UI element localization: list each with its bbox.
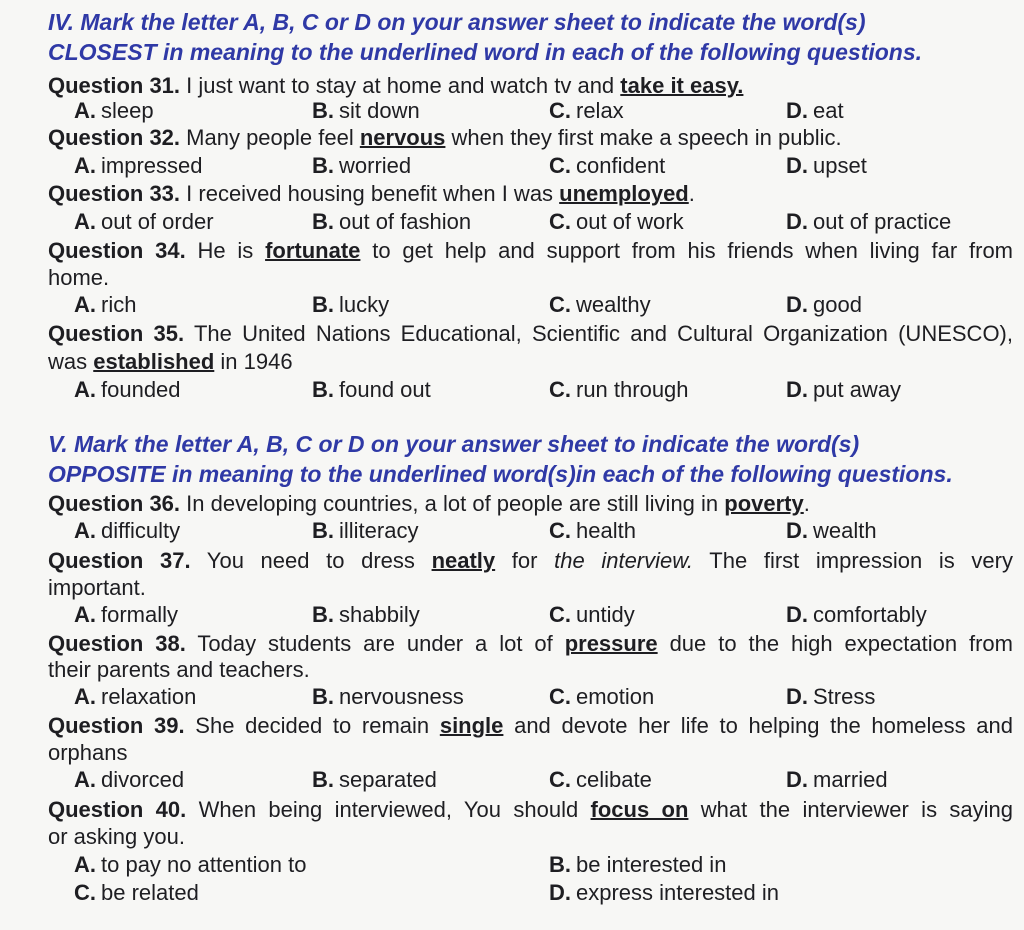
option-letter: D.	[549, 880, 571, 905]
underlined-word: established	[93, 349, 215, 374]
option-text: untidy	[576, 602, 635, 627]
option-d[interactable]	[786, 291, 862, 319]
option-text: health	[576, 518, 636, 543]
option-text: express interested in	[576, 880, 779, 905]
option-letter: D.	[786, 209, 808, 234]
option-text: eat	[813, 98, 844, 123]
option-letter: B.	[312, 98, 334, 123]
option-text: shabbily	[339, 602, 420, 627]
question-37	[48, 547, 1013, 575]
option-letter: C.	[549, 377, 571, 402]
option-text: formally	[101, 602, 179, 627]
option-text: out of work	[576, 209, 684, 234]
option-d[interactable]	[786, 683, 875, 711]
option-letter: B.	[312, 602, 334, 627]
option-letter: A.	[74, 377, 96, 402]
question-39-continued: orphans	[48, 740, 128, 765]
section-v-heading-line2: OPPOSITE in meaning to the underlined word(s)in each of the following questions.	[48, 461, 953, 487]
option-letter: C.	[549, 684, 571, 709]
underlined-word: focus on	[590, 797, 689, 822]
question-text: what the interviewer is saying	[688, 797, 1013, 822]
option-c[interactable]	[549, 376, 689, 404]
option-letter: B.	[312, 209, 334, 234]
question-35	[48, 320, 1013, 348]
question-number: Question 31.	[48, 73, 181, 98]
option-d[interactable]	[549, 879, 779, 907]
option-text: divorced	[101, 767, 185, 792]
option-letter: A.	[74, 98, 96, 123]
option-c[interactable]	[549, 291, 651, 319]
option-letter: D.	[786, 602, 808, 627]
option-text: be related	[101, 880, 199, 905]
option-d[interactable]	[786, 376, 901, 404]
option-text: be interested in	[576, 852, 727, 877]
question-40-continued: or asking you.	[48, 824, 185, 849]
option-letter: A.	[74, 767, 96, 792]
option-letter: B.	[312, 153, 334, 178]
question-text: Many people feel	[180, 125, 360, 150]
section-v-heading-line1: V. Mark the letter A, B, C or D on your answer sheet to indicate the word(s)	[48, 431, 860, 457]
option-a[interactable]	[74, 517, 180, 545]
option-text: difficulty	[101, 518, 181, 543]
option-text: sit down	[339, 98, 420, 123]
italic-text: the interview.	[554, 548, 694, 573]
option-b[interactable]	[312, 766, 437, 794]
option-text: impressed	[101, 153, 203, 178]
section-iv-heading-line2: CLOSEST in meaning to the underlined word in each of the following questions.	[48, 39, 923, 65]
option-text: relaxation	[101, 684, 197, 709]
question-text: She decided to remain	[184, 713, 440, 738]
option-text: relax	[576, 98, 624, 123]
option-c[interactable]	[74, 879, 199, 907]
option-letter: C.	[549, 518, 571, 543]
question-text: I received housing benefit when I was	[180, 181, 560, 206]
option-letter: B.	[312, 767, 334, 792]
option-a[interactable]	[74, 851, 307, 879]
question-38	[48, 630, 1013, 658]
option-text: out of order	[101, 209, 214, 234]
question-text: .	[803, 491, 810, 516]
question-32	[48, 124, 1013, 152]
option-a[interactable]	[74, 601, 178, 629]
option-text: wealth	[813, 518, 877, 543]
option-b[interactable]	[312, 152, 411, 180]
question-text: .	[688, 181, 695, 206]
option-letter: A.	[74, 153, 96, 178]
question-text: The first impression is very	[693, 548, 1013, 573]
option-a[interactable]	[74, 766, 184, 794]
option-text: worried	[339, 153, 412, 178]
option-b[interactable]	[312, 683, 464, 711]
question-38-continued: their parents and teachers.	[48, 657, 310, 682]
question-text: to get help and support from his friends when living far from	[360, 238, 1013, 263]
question-text: was	[48, 349, 94, 374]
question-text: I just want to stay at home and watch tv and	[180, 73, 621, 98]
underlined-word: unemployed	[559, 181, 689, 206]
option-c[interactable]	[549, 683, 654, 711]
option-letter: C.	[74, 880, 96, 905]
option-c[interactable]	[549, 208, 684, 236]
option-d[interactable]	[786, 517, 877, 545]
option-b[interactable]	[312, 208, 471, 236]
question-number: Question 38.	[48, 631, 186, 656]
option-text: Stress	[813, 684, 876, 709]
option-text: married	[813, 767, 888, 792]
option-a[interactable]	[74, 97, 154, 125]
underlined-word: take it easy.	[620, 73, 744, 98]
option-text: run through	[576, 377, 689, 402]
question-35-continued	[48, 348, 1013, 376]
question-text: in 1946	[214, 349, 293, 374]
option-letter: D.	[786, 98, 808, 123]
option-text: nervousness	[339, 684, 464, 709]
question-number: Question 32.	[48, 125, 181, 150]
question-number: Question 36.	[48, 491, 181, 516]
underlined-word: neatly	[431, 548, 496, 573]
option-text: upset	[813, 153, 867, 178]
question-text: due to the high expectation from	[657, 631, 1013, 656]
option-a[interactable]	[74, 683, 196, 711]
option-b[interactable]	[549, 851, 726, 879]
question-number: Question 40.	[48, 797, 187, 822]
option-text: lucky	[339, 292, 390, 317]
question-37-continued: important.	[48, 575, 146, 600]
option-letter: A.	[74, 518, 96, 543]
option-c[interactable]	[549, 97, 624, 125]
option-letter: A.	[74, 209, 96, 234]
option-c[interactable]	[549, 766, 652, 794]
option-text: out of fashion	[339, 209, 472, 234]
question-text: Today students are under a lot of	[185, 631, 565, 656]
option-letter: C.	[549, 292, 571, 317]
question-text: When being interviewed, You should	[186, 797, 591, 822]
question-text: for	[495, 548, 555, 573]
question-39	[48, 712, 1013, 740]
option-text: confident	[576, 153, 666, 178]
question-33	[48, 180, 1013, 208]
underlined-word: nervous	[359, 125, 446, 150]
option-b[interactable]	[312, 517, 418, 545]
option-letter: A.	[74, 602, 96, 627]
option-text: wealthy	[576, 292, 651, 317]
question-text: when they first make a speech in public.	[445, 125, 842, 150]
underlined-word: fortunate	[265, 238, 361, 263]
option-text: rich	[101, 292, 137, 317]
option-letter: C.	[549, 209, 571, 234]
option-c[interactable]	[549, 517, 636, 545]
question-text: and devote her life to helping the homeless and	[503, 713, 1013, 738]
question-31	[48, 72, 1013, 100]
option-letter: A.	[74, 684, 96, 709]
question-number: Question 34.	[48, 238, 186, 263]
option-text: good	[813, 292, 862, 317]
option-letter: A.	[74, 292, 96, 317]
underlined-word: poverty	[724, 491, 804, 516]
question-34	[48, 237, 1013, 265]
option-letter: D.	[786, 684, 808, 709]
question-40	[48, 796, 1013, 824]
option-text: founded	[101, 377, 181, 402]
option-letter: D.	[786, 767, 808, 792]
option-text: emotion	[576, 684, 655, 709]
option-b[interactable]	[312, 601, 420, 629]
option-letter: D.	[786, 377, 808, 402]
option-letter: A.	[74, 852, 96, 877]
option-letter: C.	[549, 602, 571, 627]
option-text: separated	[339, 767, 437, 792]
underlined-word: pressure	[564, 631, 658, 656]
option-d[interactable]	[786, 97, 844, 125]
option-d[interactable]	[786, 152, 867, 180]
option-text: illiteracy	[339, 518, 419, 543]
option-letter: C.	[549, 767, 571, 792]
question-text: The United Nations Educational, Scientific and Cultural Organization (UNESCO),	[184, 321, 1013, 346]
option-letter: D.	[786, 292, 808, 317]
question-number: Question 35.	[48, 321, 185, 346]
option-letter: B.	[312, 377, 334, 402]
option-text: to pay no attention to	[101, 852, 307, 877]
option-d[interactable]	[786, 601, 927, 629]
option-letter: D.	[786, 518, 808, 543]
question-number: Question 33.	[48, 181, 181, 206]
option-a[interactable]	[74, 376, 181, 404]
option-text: put away	[813, 377, 902, 402]
option-letter: C.	[549, 98, 571, 123]
option-letter: C.	[549, 153, 571, 178]
option-text: comfortably	[813, 602, 927, 627]
section-iv-heading-line1: IV. Mark the letter A, B, C or D on your answer sheet to indicate the word(s)	[48, 9, 866, 35]
option-text: out of practice	[813, 209, 952, 234]
option-letter: D.	[786, 153, 808, 178]
option-b[interactable]	[312, 376, 431, 404]
option-a[interactable]	[74, 208, 214, 236]
option-text: celibate	[576, 767, 652, 792]
option-a[interactable]	[74, 291, 136, 319]
option-d[interactable]	[786, 208, 951, 236]
option-text: sleep	[101, 98, 154, 123]
option-c[interactable]	[549, 601, 635, 629]
option-letter: B.	[549, 852, 571, 877]
option-letter: B.	[312, 684, 334, 709]
underlined-word: single	[439, 713, 504, 738]
option-c[interactable]	[549, 152, 665, 180]
question-number: Question 37.	[48, 548, 191, 573]
option-b[interactable]	[312, 291, 389, 319]
question-36	[48, 490, 1013, 518]
option-letter: B.	[312, 292, 334, 317]
option-a[interactable]	[74, 152, 202, 180]
question-text: In developing countries, a lot of people are still living in	[180, 491, 725, 516]
option-text: found out	[339, 377, 431, 402]
question-text: You need to dress	[190, 548, 432, 573]
option-b[interactable]	[312, 97, 420, 125]
question-text: He is	[185, 238, 266, 263]
question-34-continued: home.	[48, 265, 110, 290]
option-d[interactable]	[786, 766, 888, 794]
option-letter: B.	[312, 518, 334, 543]
question-number: Question 39.	[48, 713, 185, 738]
